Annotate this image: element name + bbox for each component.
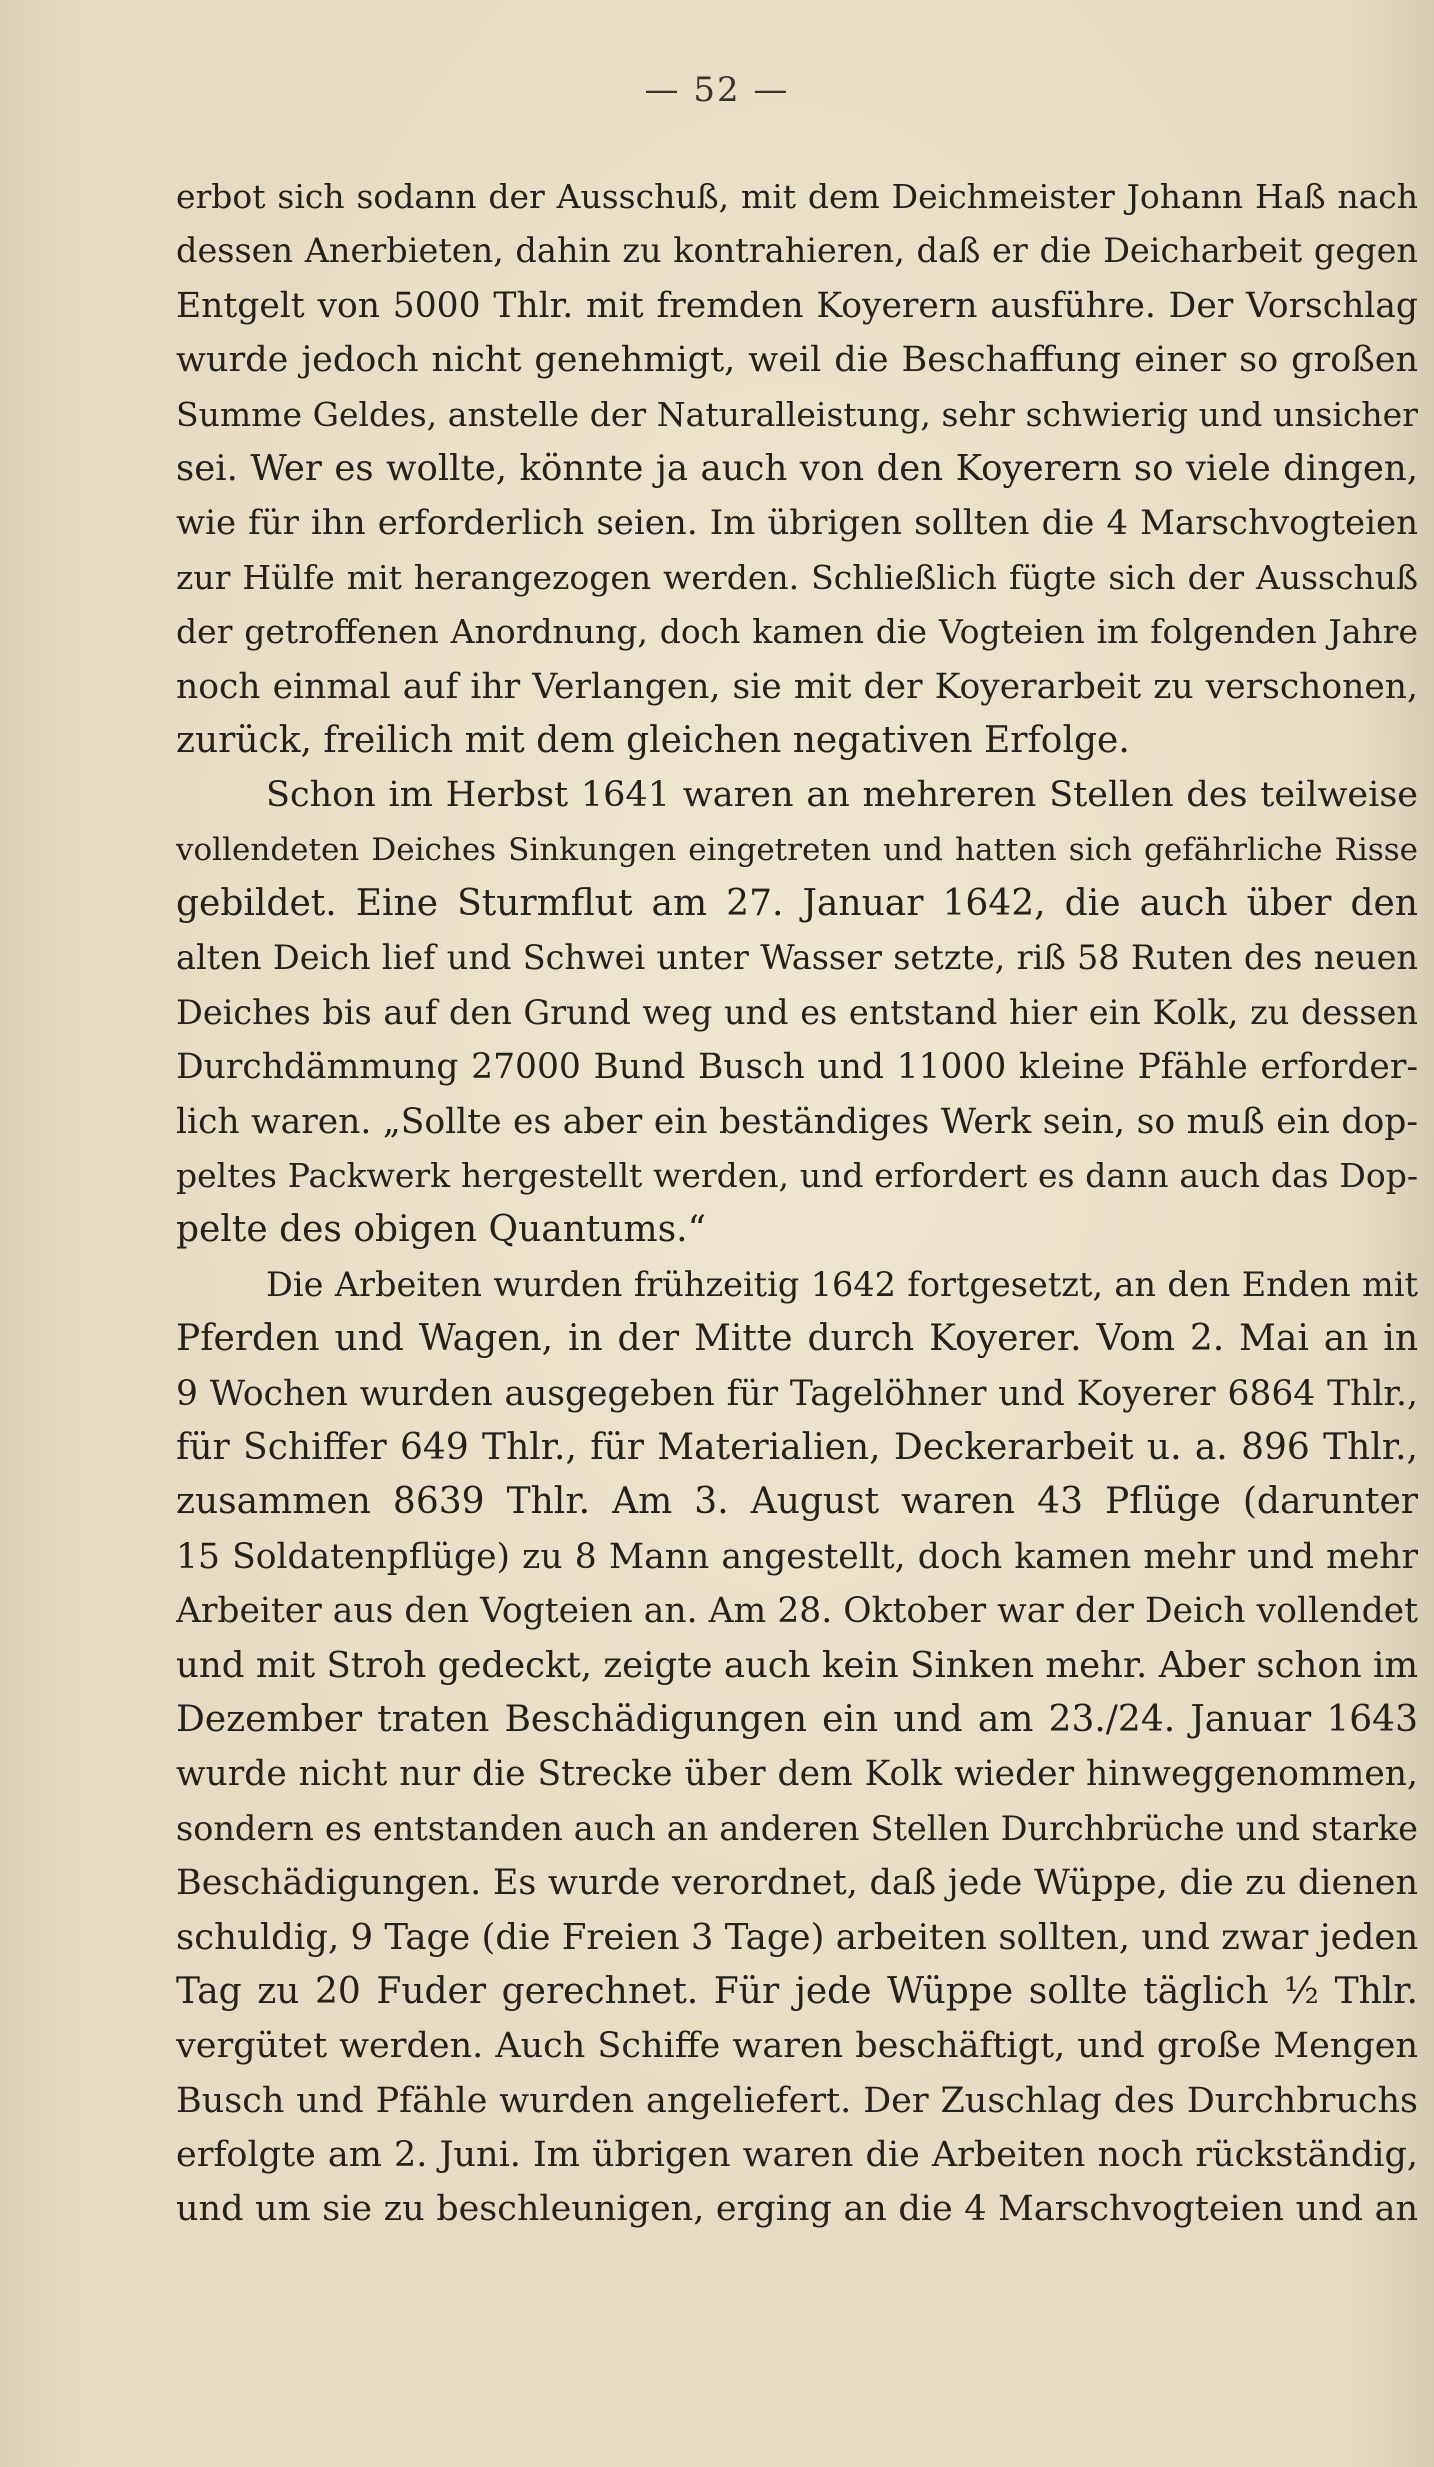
text-line: für Schiffer 649 Thlr., für Materialien, Deckerarbeit u. a. 896 Thlr., [176, 1426, 1418, 1468]
body-text [176, 170, 1418, 2237]
text-line: noch einmal auf ihr Verlangen, sie mit der Koyerarbeit zu verschonen, [176, 666, 1418, 707]
text-line: wurde nicht nur die Strecke über dem Kolk wieder hinweggenommen, [176, 1754, 1418, 1795]
text-line: Schon im Herbst 1641 waren an mehreren Stellen des teilweise [266, 775, 1418, 816]
text-line: vollendeten Deiches Sinkungen eingetreten und hatten sich gefährliche Risse [176, 831, 1418, 868]
text-line: zusammen 8639 Thlr. Am 3. August waren 43 Pflüge (darunter [176, 1481, 1418, 1523]
text-line: sei. Wer es wollte, könnte ja auch von den Koyerern so viele dingen, [176, 447, 1418, 489]
text-line: wie für ihn erforderlich seien. Im übrigen sollten die 4 Marschvogteien [176, 503, 1418, 544]
text-line: alten Deich lief und Schwei unter Wasser setzte, riß 58 Ruten des neuen [176, 938, 1418, 978]
text-line: Dezember traten Beschädigungen ein und am 23./24. Januar 1643 [176, 1698, 1418, 1740]
text-line: zur Hülfe mit herangezogen werden. Schließlich fügte sich der Ausschuß [176, 557, 1418, 597]
text-line: Beschädigungen. Es wurde verordnet, daß jede Wüppe, die zu dienen [176, 1863, 1418, 1904]
text-line: erfolgte am 2. Juni. Im übrigen waren die Arbeiten noch rückständig, [176, 2135, 1418, 2176]
text-line: pelte des obigen Quantums.“ [176, 1209, 707, 1251]
text-line: 15 Soldatenpflüge) zu 8 Mann angestellt, doch kamen mehr und mehr [176, 1536, 1418, 1577]
text-line: Arbeiter aus den Vogteien an. Am 28. Oktober war der Deich vollendet [176, 1591, 1418, 1632]
text-line: schuldig, 9 Tage (die Freien 3 Tage) arbeiten sollten, und zwar jeden [176, 1916, 1418, 1958]
text-line: Tag zu 20 Fuder gerechnet. Für jede Wüppe sollte täglich ½ Thlr. [176, 1970, 1418, 2012]
text-line: Deiches bis auf den Grund weg und es entstand hier ein Kolk, zu dessen [176, 992, 1418, 1032]
text-line: Die Arbeiten wurden frühzeitig 1642 fortgesetzt, an den Enden mit [266, 1264, 1418, 1304]
text-line: Busch und Pfähle wurden angeliefert. Der Zuschlag des Durchbruchs [176, 2080, 1418, 2121]
text-line: zurück, freilich mit dem gleichen negativen Erfolge. [176, 719, 1130, 761]
text-line: gebildet. Eine Sturmflut am 27. Januar 1642, die auch über den [176, 883, 1418, 925]
text-line: Entgelt von 5000 Thlr. mit fremden Koyerern ausführe. Der Vorschlag [176, 285, 1418, 326]
text-line: sondern es entstanden auch an anderen Stellen Durchbrüche und starke [176, 1808, 1418, 1848]
text-line: und mit Stroh gedeckt, zeigte auch kein Sinken mehr. Aber schon im [176, 1644, 1418, 1686]
text-line: Pferden und Wagen, in der Mitte durch Koyerer. Vom 2. Mai an in [176, 1318, 1418, 1360]
text-line: erbot sich sodann der Ausschuß, mit dem Deichmeister Johann Haß nach [176, 177, 1418, 216]
text-line: wurde jedoch nicht genehmigt, weil die Beschaffung einer so großen [176, 340, 1418, 381]
text-line: Summe Geldes, anstelle der Naturalleistung, sehr schwierig und unsicher [176, 394, 1418, 434]
text-line: peltes Packwerk hergestellt werden, und erfordert es dann auch das Dop- [176, 1156, 1418, 1196]
text-line: der getroffenen Anordnung, doch kamen die Vogteien im folgenden Jahre [176, 612, 1418, 652]
text-line: dessen Anerbieten, dahin zu kontrahieren, daß er die Deicharbeit gegen [176, 231, 1418, 271]
text-line: Durchdämmung 27000 Bund Busch und 11000 kleine Pfähle erforder- [176, 1047, 1418, 1088]
text-line: 9 Wochen wurden ausgegeben für Tagelöhner und Koyerer 6864 Thlr., [176, 1373, 1418, 1414]
text-line: lich waren. „Sollte es aber ein beständiges Werk sein, so muß ein dop- [176, 1101, 1418, 1142]
page-number: — 52 — [644, 70, 790, 110]
text-line: vergütet werden. Auch Schiffe waren beschäftigt, und große Mengen [176, 2026, 1418, 2067]
text-line: und um sie zu beschleunigen, erging an die 4 Marschvogteien und an [176, 2189, 1418, 2230]
